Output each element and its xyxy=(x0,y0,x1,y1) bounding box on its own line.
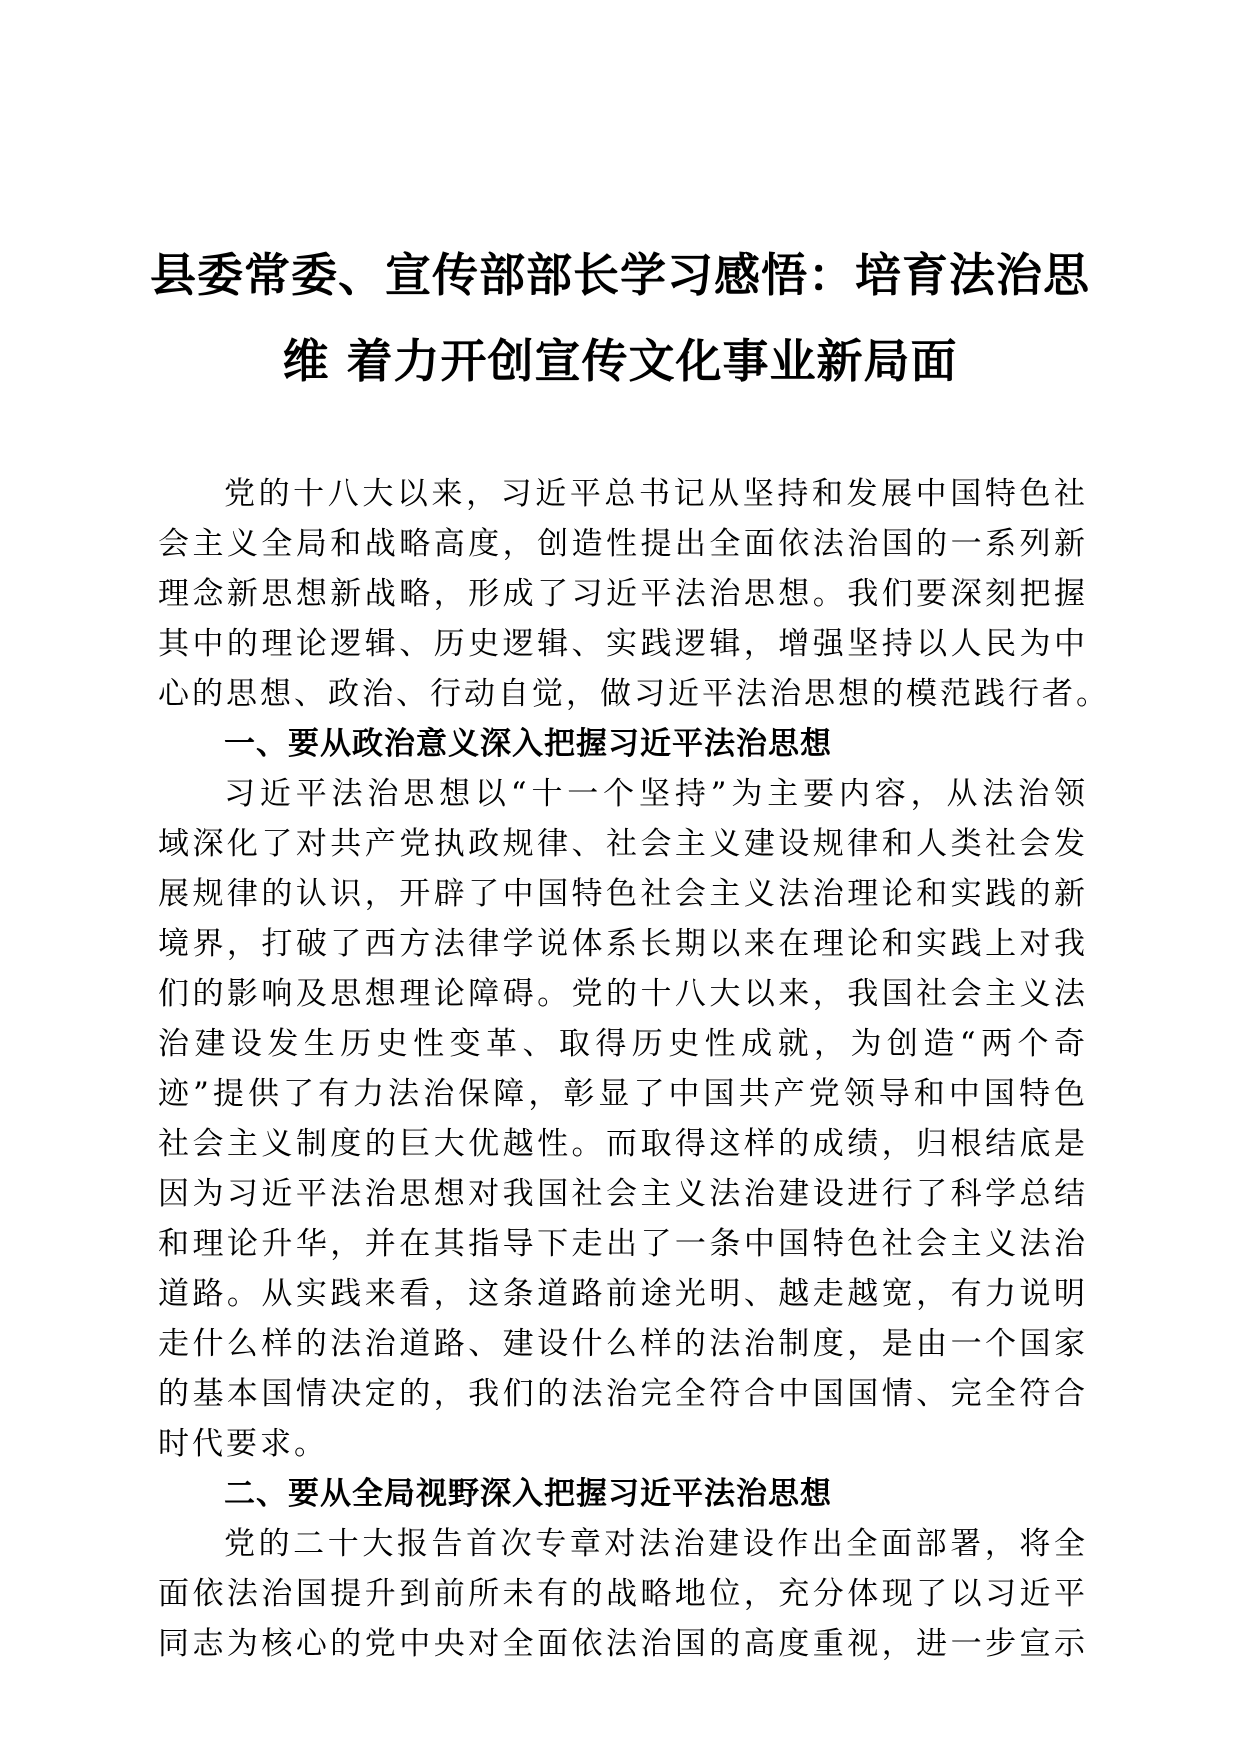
paragraph-line: 习近平法治思想以“十一个坚持”为主要内容，从法治领 xyxy=(224,776,1088,812)
paragraph-line: 因为习近平法治思想对我国社会主义法治建设进行了科学总结 xyxy=(158,1176,1088,1212)
paragraph-line: 道路。从实践来看，这条道路前途光明、越走越宽，有力说明 xyxy=(158,1276,1088,1312)
paragraph-line: 展规律的认识，开辟了中国特色社会主义法治理论和实践的新 xyxy=(158,876,1088,912)
paragraph-line: 理念新思想新战略，形成了习近平法治思想。我们要深刻把握 xyxy=(158,576,1088,612)
paragraph-line: 境界，打破了西方法律学说体系长期以来在理论和实践上对我 xyxy=(158,926,1088,962)
title-line: 维 着力开创宣传文化事业新局面 xyxy=(282,334,958,388)
title-line: 县委常委、宣传部部长学习感悟：培育法治思 xyxy=(150,248,1090,302)
paragraph-line: 会主义全局和战略高度，创造性提出全面依法治国的一系列新 xyxy=(158,526,1088,562)
paragraph-line: 的基本国情决定的，我们的法治完全符合中国国情、完全符合 xyxy=(158,1376,1088,1412)
paragraph-line: 面依法治国提升到前所未有的战略地位，充分体现了以习近平 xyxy=(158,1576,1088,1612)
paragraph-line: 和理论升华，并在其指导下走出了一条中国特色社会主义法治 xyxy=(158,1226,1088,1262)
paragraph-line: 心的思想、政治、行动自觉，做习近平法治思想的模范践行者。 xyxy=(158,676,1110,712)
paragraph-line: 们的影响及思想理论障碍。党的十八大以来，我国社会主义法 xyxy=(158,976,1088,1012)
paragraph-line: 社会主义制度的巨大优越性。而取得这样的成绩，归根结底是 xyxy=(158,1126,1088,1162)
document-title xyxy=(150,232,1090,404)
paragraph-line: 党的二十大报告首次专章对法治建设作出全面部署，将全 xyxy=(224,1526,1088,1562)
paragraph-line: 同志为核心的党中央对全面依法治国的高度重视，进一步宣示 xyxy=(158,1626,1088,1662)
section-heading: 一、要从政治意义深入把握习近平法治思想 xyxy=(224,726,832,762)
paragraph-line: 治建设发生历史性变革、取得历史性成就，为创造“两个奇 xyxy=(158,1026,1088,1062)
section-paragraph xyxy=(158,769,1088,1469)
paragraph-line: 时代要求。 xyxy=(158,1426,328,1462)
paragraph-line: 党的十八大以来，习近平总书记从坚持和发展中国特色社 xyxy=(224,476,1088,512)
paragraph-line: 域深化了对共产党执政规律、社会主义建设规律和人类社会发 xyxy=(158,826,1088,862)
paragraph-line: 迹”提供了有力法治保障，彰显了中国共产党领导和中国特色 xyxy=(158,1076,1088,1112)
paragraph-line: 其中的理论逻辑、历史逻辑、实践逻辑，增强坚持以人民为中 xyxy=(158,626,1088,662)
document-body xyxy=(158,469,1110,1669)
paragraph-line: 走什么样的法治道路、建设什么样的法治制度，是由一个国家 xyxy=(158,1326,1088,1362)
section-paragraph xyxy=(158,1519,1088,1669)
section-heading: 二、要从全局视野深入把握习近平法治思想 xyxy=(224,1476,832,1512)
intro-paragraph xyxy=(158,469,1110,719)
